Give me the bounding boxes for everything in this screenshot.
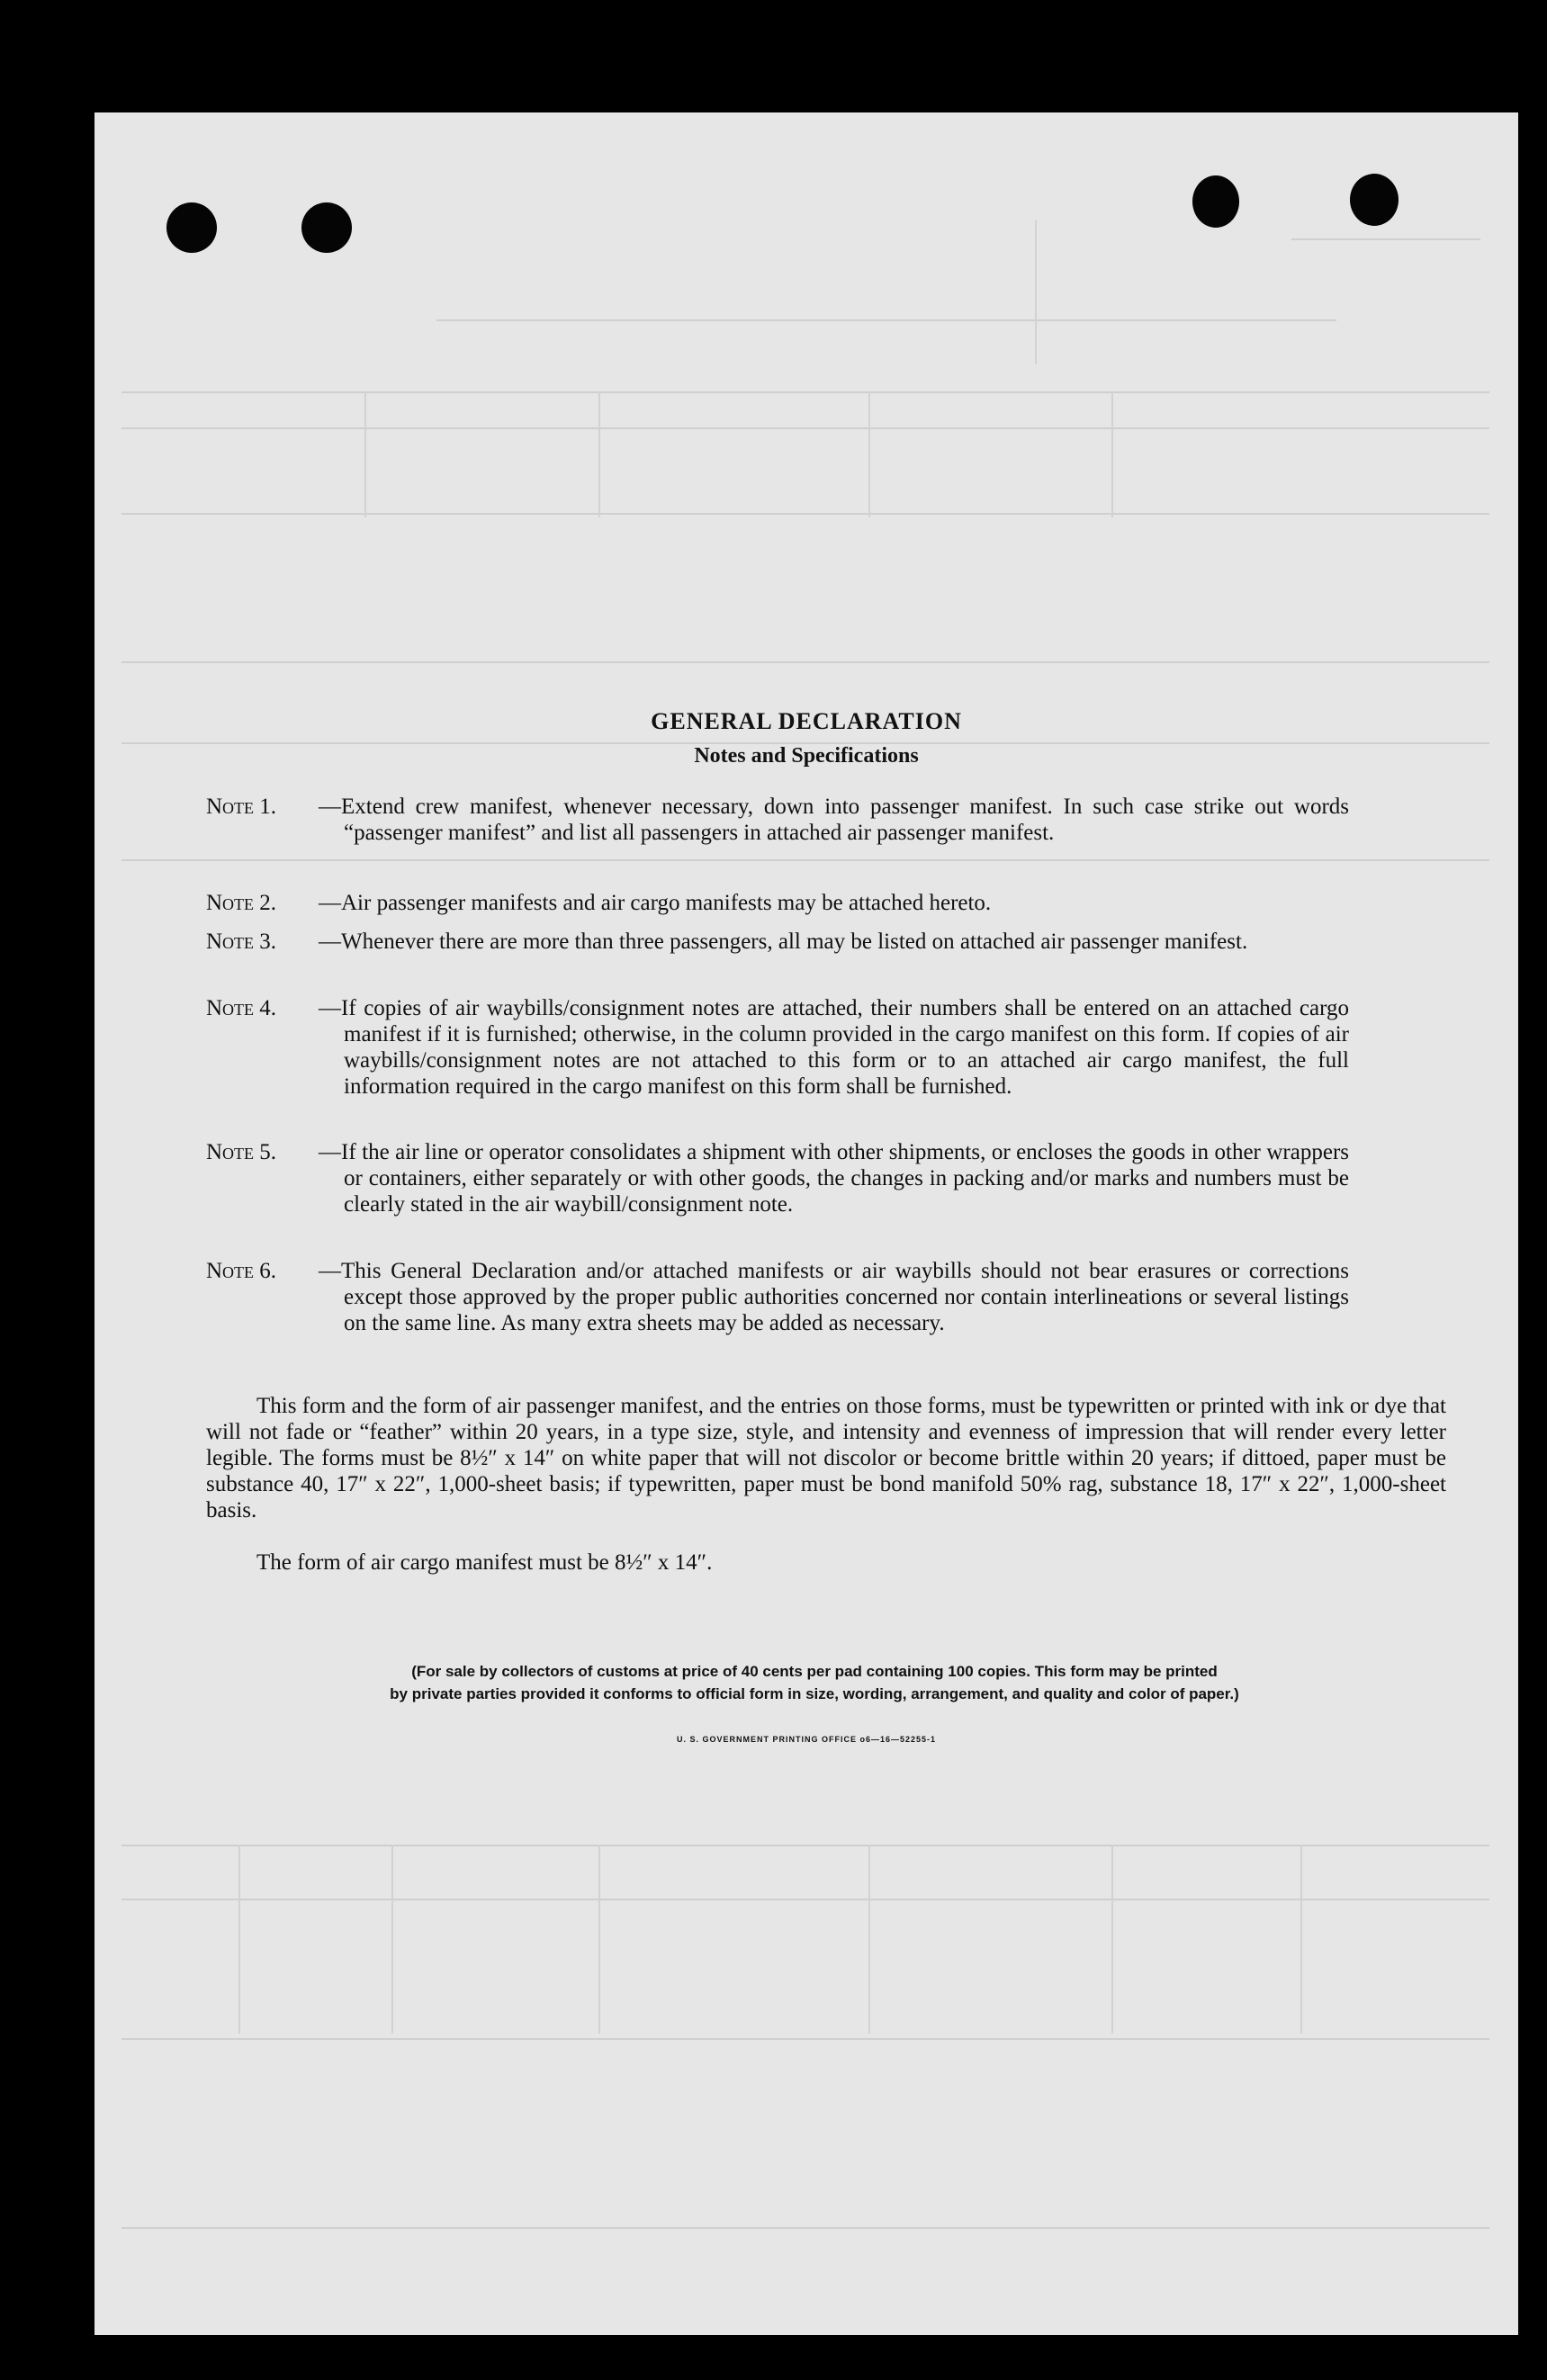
note-6 [206, 1258, 1349, 1336]
document-page [94, 112, 1518, 2335]
bleed-through-line [598, 1845, 600, 2034]
note-4 [206, 995, 1349, 1100]
note-label: Note 2. [206, 891, 277, 915]
note-label: Note 1. [206, 795, 277, 819]
bleed-through-line [868, 391, 870, 517]
bleed-through-line [121, 2227, 1489, 2229]
bleed-through-line [121, 2038, 1489, 2040]
note-label: Note 5. [206, 1140, 277, 1164]
note-3 [206, 929, 1349, 955]
bleed-through-line [121, 1899, 1489, 1900]
printing-office-imprint: U. S. GOVERNMENT PRINTING OFFICE o6—16—52255-1 [676, 1735, 937, 1744]
punch-hole-left-2 [301, 202, 352, 253]
note-2 [206, 890, 1349, 916]
bleed-through-line [121, 513, 1489, 515]
sale-notice-line-2: by private parties provided it conforms to official form in size, wording, arrangement, and quality and color of paper.) [390, 1685, 1239, 1702]
bleed-through-line [121, 1845, 1489, 1846]
note-text: —If copies of air waybills/consignment notes are attached, their numbers shall be entered on an attached cargo manifest if it is furnished; otherwise, in the column provided in the cargo manifest on this form. If copies of air waybills/consignment notes are not attached to this form or to an attached air cargo manifest, the full information required in the cargo manifest on this form shall be furnished. [319, 996, 1349, 1099]
bleed-through-line [121, 391, 1489, 393]
note-label: Note 6. [206, 1259, 277, 1283]
note-label: Note 4. [206, 996, 277, 1020]
bleed-through-line [121, 427, 1489, 429]
sale-notice [184, 1660, 1444, 1705]
punch-hole-right-2 [1350, 174, 1399, 226]
note-text: —Whenever there are more than three passengers, all may be listed on attached air passenger manifest. [319, 930, 1248, 954]
punch-hole-right-1 [1192, 175, 1239, 228]
cargo-manifest-size: The form of air cargo manifest must be 8½″ x 14″. [256, 1550, 713, 1575]
bleed-through-line [598, 391, 600, 517]
note-text: —Air passenger manifests and air cargo manifests may be attached hereto. [319, 891, 992, 915]
note-text: —If the air line or operator consolidates a shipment with other shipments, or encloses the goods in other wrappers or containers, either separately or with other goods, the changes in packing and/or marks and numbers must be clearly stated in the air waybill/consignment note. [319, 1140, 1349, 1217]
bleed-through-line [1035, 220, 1037, 364]
note-5 [206, 1139, 1349, 1217]
bleed-through-line [121, 661, 1489, 663]
note-1 [206, 794, 1349, 846]
page-subtitle: Notes and Specifications [694, 744, 919, 768]
note-text: —This General Declaration and/or attached manifests or air waybills should not bear erasures or corrections except those approved by the proper public authorities concerned nor contain interlineations or several listings on the same line. As many extra sheets may be added as necessary. [319, 1259, 1349, 1335]
bleed-through-line [868, 1845, 870, 2034]
bleed-through-line [1300, 1845, 1302, 2034]
page-title: GENERAL DECLARATION [651, 708, 962, 734]
sale-notice-line-1: (For sale by collectors of customs at price of 40 cents per pad containing 100 copies. This form may be printed [411, 1663, 1218, 1680]
note-label: Note 3. [206, 930, 277, 954]
bleed-through-line [364, 391, 366, 517]
form-specification-paragraph: This form and the form of air passenger manifest, and the entries on those forms, must be typewritten or printed with ink or dye that will not fade or “feather” within 20 years, in a type size, style, and intensity and evenness of impression that will render every letter legible. The forms must be 8½″ x 14″ on white paper that will not discolor or become brittle within 20 years; if dittoed, paper must be substance 40, 17″ x 22″, 1,000-sheet basis; if typewritten, paper must be bond manifold 50% rag, substance 18, 17″ x 22″, 1,000-sheet basis. [206, 1394, 1446, 1522]
punch-hole-left-1 [166, 202, 217, 253]
bleed-through-line [1111, 391, 1113, 517]
bleed-through-line [436, 319, 1336, 321]
bleed-through-line [391, 1845, 393, 2034]
bleed-through-line [238, 1845, 240, 2034]
note-text: —Extend crew manifest, whenever necessary, down into passenger manifest. In such case strike out words “passenger manifest” and list all passengers in attached air passenger manifest. [319, 795, 1349, 845]
bleed-through-line [1291, 238, 1480, 240]
bleed-through-line [121, 859, 1489, 861]
bleed-through-line [1111, 1845, 1113, 2034]
